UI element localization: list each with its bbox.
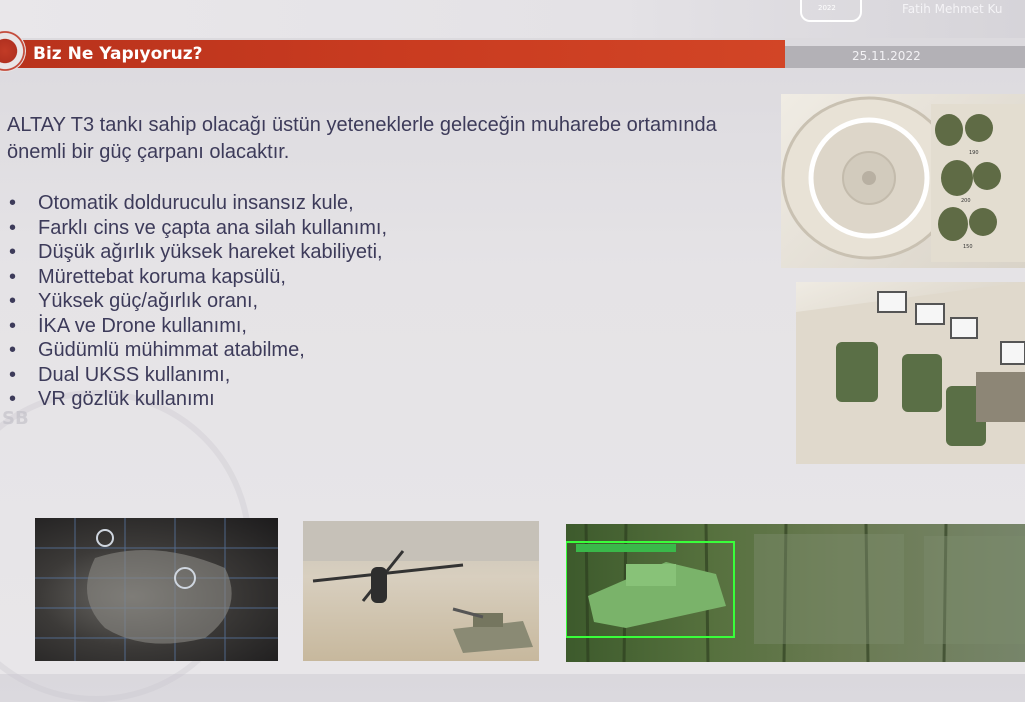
event-logo-year: 2022 [818, 4, 836, 12]
slide-title: Biz Ne Yapıyoruz? [33, 44, 203, 64]
unmanned-vehicle-detection-image [566, 524, 1025, 662]
list-item [5, 387, 387, 412]
bullet-icon: • [9, 192, 17, 214]
list-item [5, 191, 387, 216]
diagram-dimension-label: 200 [961, 198, 971, 204]
crew-compartment-image [796, 282, 1025, 464]
turret-diagram-illustration [781, 94, 1025, 268]
capability-list [5, 191, 387, 412]
bullet-icon: • [9, 265, 17, 288]
list-item [5, 363, 387, 388]
watermark-text: SB [2, 408, 29, 429]
list-item [5, 289, 387, 314]
bullet-icon: • [9, 388, 17, 410]
diagram-dimension-label: 150 [963, 244, 973, 250]
list-item-text: VR gözlük kullanımı [38, 388, 215, 410]
list-item-text: Dual UKSS kullanımı, [38, 363, 231, 386]
list-item [5, 314, 387, 339]
bullet-icon: • [9, 290, 17, 312]
slide-date: 25.11.2022 [852, 49, 921, 63]
tactical-map-image [35, 518, 278, 661]
list-item-text: Güdümlü mühimmat atabilme, [38, 339, 305, 361]
bullet-icon: • [9, 241, 17, 263]
bullet-icon: • [9, 363, 17, 386]
list-item [5, 338, 387, 363]
bullet-icon: • [9, 216, 17, 239]
list-item [5, 240, 387, 265]
turret-top-view-image [781, 94, 1025, 268]
list-item-text: Yüksek güç/ağırlık oranı, [38, 290, 259, 312]
bullet-icon: • [9, 314, 17, 337]
bullet-icon: • [9, 339, 17, 361]
diagram-dimension-label: 190 [969, 150, 979, 156]
list-item-text: Düşük ağırlık yüksek hareket kabiliyeti, [38, 241, 383, 263]
list-item [5, 265, 387, 290]
list-item-text: Mürettebat koruma kapsülü, [38, 265, 286, 288]
list-item-text: İKA ve Drone kullanımı, [38, 314, 247, 337]
list-item-text: Otomatik dolduruculu insansız kule, [38, 192, 354, 214]
drone-and-tank-image [303, 521, 539, 661]
list-item [5, 216, 387, 241]
list-item-text: Farklı cins ve çapta ana silah kullanımı, [38, 216, 388, 239]
presenter-name: Fatih Mehmet Ku [902, 2, 1003, 16]
top-strip [0, 0, 1025, 38]
intro-paragraph: ALTAY T3 tankı sahip olacağı üstün yeteneklerle geleceğin muharebe ortamında önemli bir güç çarpanı olacaktır. [7, 114, 717, 163]
